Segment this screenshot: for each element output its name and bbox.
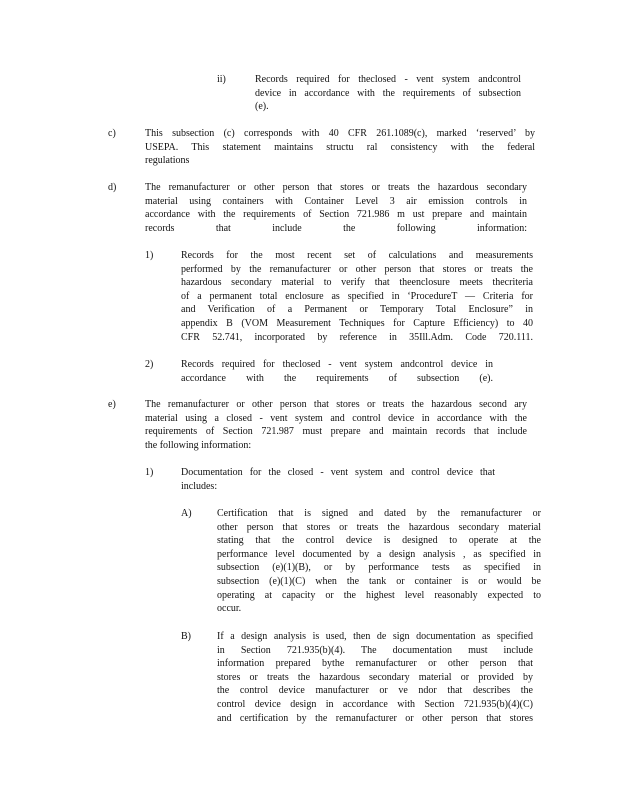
subsection-text: The remanufacturer or other person that stores or treats the hazardous secondary material using containers with Container Level 3 air emission controls in accordance with the requirements of Section 721.986 m ust prepare and maintain records that include the following information: [145, 182, 527, 234]
item-text: Records required for theclosed - vent system andcontrol device in accordance with the requirements of subsection (e). [255, 74, 521, 113]
item-label: A) [181, 508, 192, 519]
item-text: Records for the most recent set of calculations and measurements performed by the remanufacturer or other person that stores or treats the hazardous secondary material to verify that theenclosure meets thecriteria of a permanent total enclosure as specified in ‘ProcedureT — Criteria for and Verification of a Permanent or Temporary Total Enclosure” in appendix B (VOM Measurement Techniques for Capture Efficiency) to 40 CFR 52.741, incorporated by reference in 35Ill.Adm. Code 720.111. [181, 250, 533, 343]
item-label: 2) [145, 359, 154, 370]
item-label: B) [181, 631, 191, 642]
subsection-label: c) [108, 128, 116, 139]
item-label: 1) [145, 467, 154, 478]
subsection-text: This subsection (c) corresponds with 40 CFR 261.1089(c), marked ‘reserved’ by USEPA. This statement maintains structu ral consistency with the federal regulations [145, 128, 535, 167]
item-text: Certification that is signed and dated by the remanufacturer or other person that stores or treats the hazardous secondary material stating that the control device is designed to operate at the performance level documented by a design analysis , as specified in subsection (e)(1)(B), or by performance tests as specified in subsection (e)(1)(C) when the tank or container is or would be operating at capacity or the highest level reasonably expected to occur. [217, 508, 541, 615]
item-text: Records required for theclosed - vent system andcontrol device in accordance with the requirements of subsection (e). [181, 359, 493, 384]
item-label: ii) [217, 74, 226, 85]
item-label: 1) [145, 250, 154, 261]
item-text: Documentation for the closed - vent system and control device that includes: [181, 467, 495, 492]
subsection-text: The remanufacturer or other person that stores or treats the hazardous second ary material using a closed - vent system and control device in accordance with the requirements of Section 721.987 must prepare and maintain records that include the following information: [145, 399, 527, 451]
subsection-label: e) [108, 399, 116, 410]
subsection-label: d) [108, 182, 117, 193]
item-text: If a design analysis is used, then de sign documentation as specified in Section 721.935(b)(4). The documentation must include information prepared bythe remanufacturer or other person that stores or treats the hazardous secondary material or provided by the control device manufacturer or ve ndor that describes the control device design in accordance with Section 721.935(b)(4)(C) and certification by the remanufacturer or other person that stores [217, 631, 533, 724]
